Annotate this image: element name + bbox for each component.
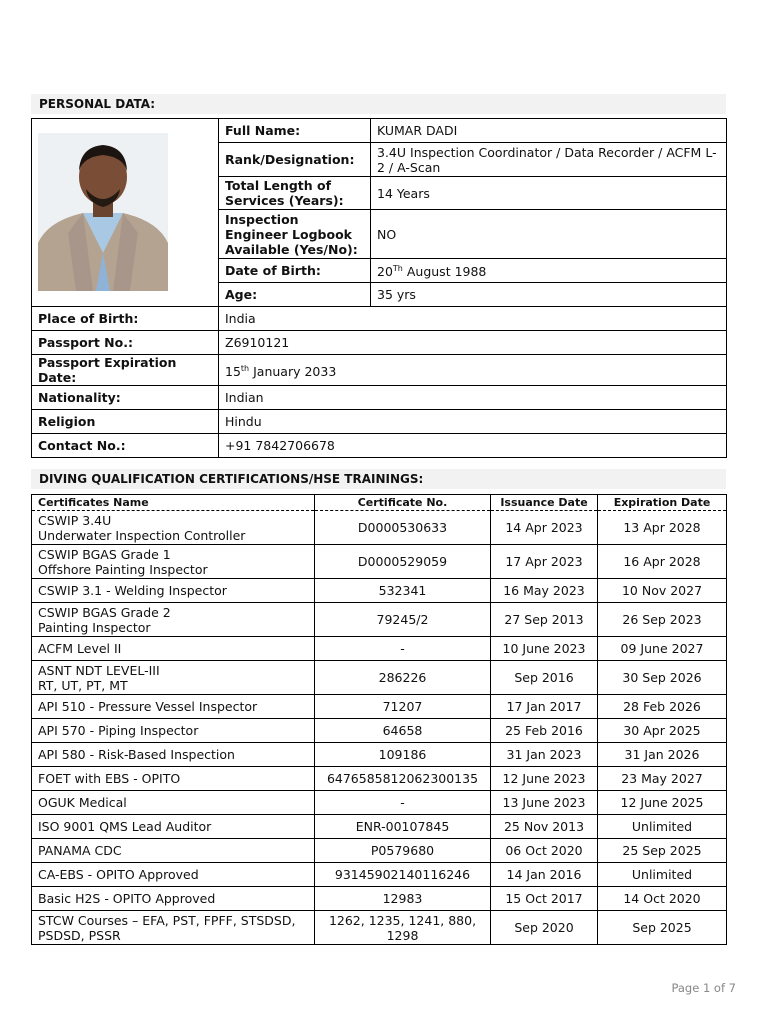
certificate-no: 109186: [378, 747, 427, 762]
issuance-date: 17 Apr 2023: [491, 545, 598, 579]
expiration-date: 16 Apr 2028: [598, 545, 727, 579]
passport-expiry-label: Passport Expiration Date:: [32, 355, 219, 386]
age-label: Age:: [219, 283, 371, 307]
certificate-name-cell: [32, 767, 315, 791]
age-value: 35 yrs: [371, 283, 727, 307]
table-row: [32, 839, 727, 863]
certificate-name-cell: [32, 579, 315, 603]
table-row: [32, 695, 727, 719]
certificate-name-cell: [32, 887, 315, 911]
certificate-no-cell: [315, 511, 491, 545]
certificate-no: 532341: [378, 583, 427, 598]
certificate-no-cell: [315, 695, 491, 719]
expiration-date: 14 Oct 2020: [598, 887, 727, 911]
certificate-no-cell: [315, 661, 491, 695]
rank-value: 3.4U Inspection Coordinator / Data Recorder / ACFM L-2 / A-Scan: [371, 143, 727, 177]
certificate-no-cell: [315, 579, 491, 603]
certificate-name: OGUK Medical: [38, 795, 127, 810]
table-row: [32, 863, 727, 887]
certificate-no: 64658: [382, 723, 423, 738]
table-row: [32, 603, 727, 637]
certificate-no: 286226: [378, 670, 427, 685]
issuance-date: Sep 2016: [491, 661, 598, 695]
page-number: Page 1 of 7: [671, 981, 736, 995]
personal-data-header: PERSONAL DATA:: [31, 94, 726, 114]
issuance-date: 12 June 2023: [491, 767, 598, 791]
certifications-table: [31, 494, 727, 945]
nationality-label: Nationality:: [32, 386, 219, 410]
expiry-day: 15: [225, 364, 241, 380]
certificate-no: 79245/2: [376, 612, 429, 627]
table-row: [32, 511, 727, 545]
table-row: [32, 661, 727, 695]
certificate-no: -: [400, 795, 405, 810]
col-expiration-date: Expiration Date: [598, 495, 727, 511]
contact-label: Contact No.:: [32, 434, 219, 458]
certificate-name: ACFM Level II: [38, 641, 122, 656]
issuance-date: 27 Sep 2013: [491, 603, 598, 637]
certificate-name: FOET with EBS - OPITO: [38, 771, 181, 786]
col-issuance-date: Issuance Date: [491, 495, 598, 511]
issuance-date: 16 May 2023: [491, 579, 598, 603]
religion-label: Religion: [32, 410, 219, 434]
logbook-value: NO: [371, 210, 727, 259]
expiration-date: Sep 2025: [598, 911, 727, 945]
expiration-date: 10 Nov 2027: [598, 579, 727, 603]
certificate-name-cell: [32, 719, 315, 743]
certificate-name-cell: [32, 695, 315, 719]
certificate-no-line2: 1298: [386, 927, 419, 943]
certificate-name-cell: [32, 661, 315, 695]
expiration-date: Unlimited: [598, 863, 727, 887]
table-row: [32, 545, 727, 579]
certificate-name: API 570 - Piping Inspector: [38, 723, 199, 738]
certificate-no: D0000529059: [357, 554, 448, 569]
dob-value: [371, 259, 727, 283]
certificate-name-cell: [32, 743, 315, 767]
certificate-no-cell: [315, 911, 491, 945]
expiry-suffix: th: [240, 363, 250, 373]
certificate-name-cell: [32, 545, 315, 579]
dob-day: 20: [377, 264, 393, 280]
certificate-no: P0579680: [370, 843, 435, 858]
certificate-name-cell: [32, 911, 315, 945]
expiration-date: 13 Apr 2028: [598, 511, 727, 545]
issuance-date: 06 Oct 2020: [491, 839, 598, 863]
certificate-no: ENR-00107845: [355, 819, 450, 834]
passport-expiry-value: [219, 355, 727, 386]
expiration-date: 28 Feb 2026: [598, 695, 727, 719]
certificate-name: CSWIP BGAS Grade 1: [38, 546, 171, 562]
expiration-date: Unlimited: [598, 815, 727, 839]
issuance-date: 14 Apr 2023: [491, 511, 598, 545]
certificate-name: API 580 - Risk-Based Inspection: [38, 747, 235, 762]
certificate-name: CSWIP 3.1 - Welding Inspector: [38, 583, 227, 598]
certificate-no-cell: [315, 767, 491, 791]
dob-label: Date of Birth:: [219, 259, 371, 283]
certificate-name-cell: [32, 511, 315, 545]
certificate-name: ASNT NDT LEVEL-III: [38, 662, 160, 678]
certificate-name-line2: Offshore Painting Inspector: [38, 561, 208, 577]
issuance-date: 14 Jan 2016: [491, 863, 598, 887]
certificate-name-line2: PSDSD, PSSR: [38, 927, 121, 943]
issuance-date: 31 Jan 2023: [491, 743, 598, 767]
certifications-header-row: [32, 495, 727, 511]
birthplace-label: Place of Birth:: [32, 307, 219, 331]
certificate-no-cell: [315, 545, 491, 579]
certificate-no-cell: [315, 719, 491, 743]
contact-value: +91 7842706678: [219, 434, 727, 458]
issuance-date: Sep 2020: [491, 911, 598, 945]
issuance-date: 17 Jan 2017: [491, 695, 598, 719]
issuance-date: 15 Oct 2017: [491, 887, 598, 911]
table-row: [32, 637, 727, 661]
certificate-name-line2: Underwater Inspection Controller: [38, 527, 246, 543]
table-row: [32, 719, 727, 743]
certificate-name-line2: Painting Inspector: [38, 619, 151, 635]
certificate-name: Basic H2S - OPITO Approved: [38, 891, 216, 906]
religion-value: Hindu: [219, 410, 727, 434]
photo-cell: [32, 119, 219, 307]
full-name-value: KUMAR DADI: [371, 119, 727, 143]
table-row: [32, 911, 727, 945]
service-length-label: Total Length of Services (Years):: [219, 177, 371, 210]
certificate-no: 71207: [382, 699, 423, 714]
certificate-no: 1262, 1235, 1241, 880,: [328, 912, 477, 928]
certificate-no-cell: [315, 815, 491, 839]
issuance-date: 25 Feb 2016: [491, 719, 598, 743]
certificate-no-cell: [315, 863, 491, 887]
certificate-name-cell: [32, 603, 315, 637]
profile-photo: [38, 133, 168, 291]
certificate-name: CA-EBS - OPITO Approved: [38, 867, 199, 882]
certificate-no: 12983: [382, 891, 423, 906]
table-row: [32, 743, 727, 767]
passport-label: Passport No.:: [32, 331, 219, 355]
certificate-no-cell: [315, 887, 491, 911]
certificate-name: STCW Courses – EFA, PST, FPFF, STSDSD,: [38, 912, 296, 928]
certificate-name: CSWIP BGAS Grade 2: [38, 604, 171, 620]
expiration-date: 12 June 2025: [598, 791, 727, 815]
certificate-name: ISO 9001 QMS Lead Auditor: [38, 819, 212, 834]
expiry-rest: January 2033: [249, 364, 337, 380]
certificate-no: 93145902140116246: [334, 867, 471, 882]
table-row: [32, 815, 727, 839]
expiration-date: 23 May 2027: [598, 767, 727, 791]
table-row: [32, 791, 727, 815]
col-certificate-no: Certificate No.: [315, 495, 491, 511]
nationality-value: Indian: [219, 386, 727, 410]
rank-label: Rank/Designation:: [219, 143, 371, 177]
table-row: [32, 579, 727, 603]
certificate-name: API 510 - Pressure Vessel Inspector: [38, 699, 258, 714]
certificate-no-cell: [315, 839, 491, 863]
expiration-date: 25 Sep 2025: [598, 839, 727, 863]
certificate-no: -: [400, 641, 405, 656]
dob-suffix: Th: [392, 264, 403, 274]
certificate-name-cell: [32, 791, 315, 815]
certificate-no-cell: [315, 603, 491, 637]
service-length-value: 14 Years: [371, 177, 727, 210]
certificate-name-cell: [32, 637, 315, 661]
certificate-no: 6476585812062300135: [326, 771, 479, 786]
expiration-date: 30 Sep 2026: [598, 661, 727, 695]
full-name-label: Full Name:: [219, 119, 371, 143]
certificate-name: PANAMA CDC: [38, 843, 122, 858]
expiration-date: 31 Jan 2026: [598, 743, 727, 767]
certificate-name-line2: RT, UT, PT, MT: [38, 677, 128, 693]
personal-data-table: [31, 118, 727, 458]
issuance-date: 10 June 2023: [491, 637, 598, 661]
dob-rest: August 1988: [402, 264, 487, 280]
certificate-no-cell: [315, 791, 491, 815]
certificate-no: D0000530633: [357, 520, 448, 535]
expiration-date: 30 Apr 2025: [598, 719, 727, 743]
certificate-name-cell: [32, 815, 315, 839]
issuance-date: 25 Nov 2013: [491, 815, 598, 839]
birthplace-value: India: [219, 307, 727, 331]
issuance-date: 13 June 2023: [491, 791, 598, 815]
table-row: [32, 767, 727, 791]
certificate-name-cell: [32, 839, 315, 863]
certificate-name-cell: [32, 863, 315, 887]
certificate-no-cell: [315, 743, 491, 767]
table-row: [32, 887, 727, 911]
logbook-label: Inspection Engineer Logbook Available (Yes/No):: [219, 210, 371, 259]
passport-value: Z6910121: [219, 331, 727, 355]
certificate-name: CSWIP 3.4U: [38, 512, 112, 528]
expiration-date: 26 Sep 2023: [598, 603, 727, 637]
expiration-date: 09 June 2027: [598, 637, 727, 661]
certificate-no-cell: [315, 637, 491, 661]
certifications-header: DIVING QUALIFICATION CERTIFICATIONS/HSE TRAININGS:: [31, 469, 726, 489]
col-certificate-name: Certificates Name: [32, 495, 315, 511]
